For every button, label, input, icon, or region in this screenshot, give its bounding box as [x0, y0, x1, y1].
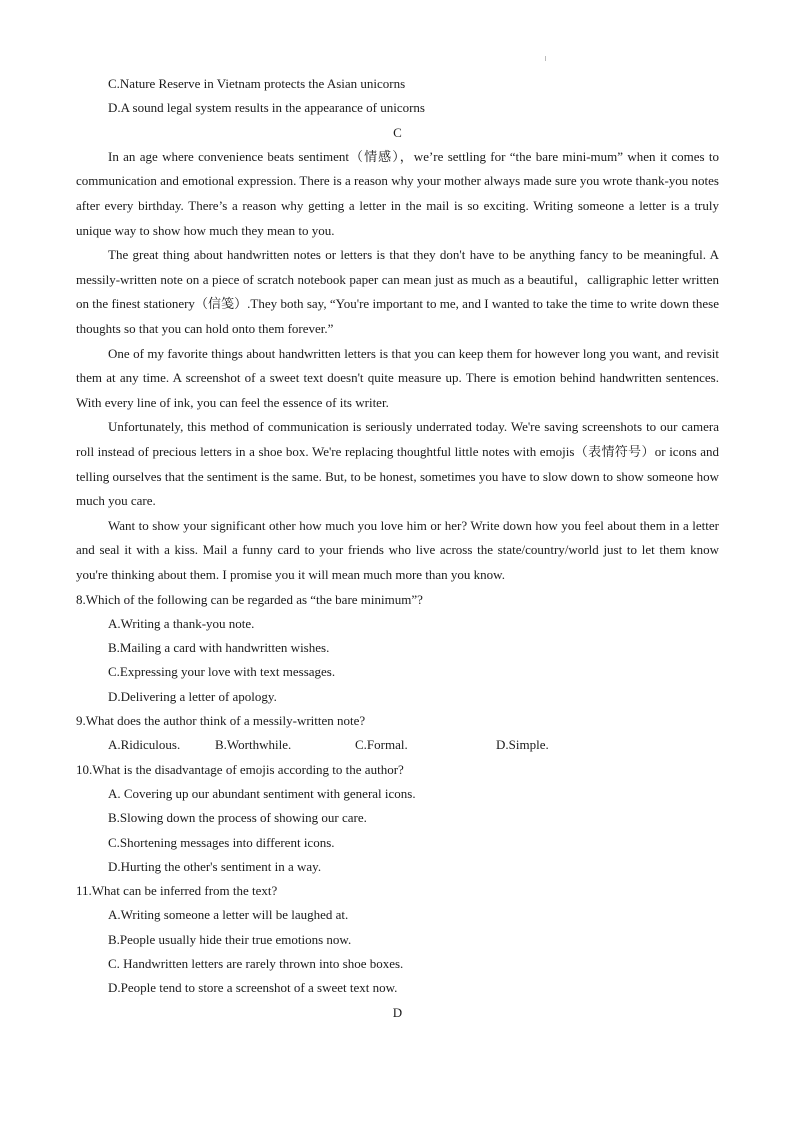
question-11-stem: 11.What can be inferred from the text?	[76, 883, 278, 899]
question-10-option-c: C.Shortening messages into different icons.	[108, 834, 335, 850]
question-9-option-a: A.Ridiculous.	[108, 737, 181, 753]
exam-page	[76, 72, 719, 1025]
question-9-option-c: C.Formal.	[355, 737, 408, 753]
question-11-option-d: D.People tend to store a screenshot of a sweet text now.	[108, 980, 398, 996]
question-8-option-b: B.Mailing a card with handwritten wishes.	[108, 640, 330, 656]
question-9-option-b: B.Worthwhile.	[215, 737, 292, 753]
question-8-option-d: D.Delivering a letter of apology.	[108, 688, 277, 704]
question-11-option-b: B.People usually hide their true emotions now.	[108, 931, 352, 947]
passage-paragraph-5: Want to show your significant other how much you love him or her? Write down how you feel about them in a letter and seal it with a kiss. Mail a funny card to your friends who live across the state/country/world just to let them know you're thinking about them. I promise you it will mean much more than you know.	[76, 517, 719, 582]
question-11-option-a: A.Writing someone a letter will be laughed at.	[108, 907, 349, 923]
question-10-option-d: D.Hurting the other's sentiment in a way.	[108, 858, 322, 874]
question-10-option-a: A. Covering up our abundant sentiment with general icons.	[108, 785, 416, 801]
question-9-options	[76, 733, 719, 757]
passage-paragraph-2: The great thing about handwritten notes or letters is that they don't have to be anything fancy to be meaningful. A messily-written note on a piece of scratch notebook paper can mean just as much as a beautiful，calligraphic letter written on the finest stationery（信笺）.They both say, “You're important to me, and I wanted to take the time to write down these thoughts so that you can hold onto them forever.”	[76, 247, 719, 337]
section-heading-c: C	[393, 124, 402, 140]
scan-mark	[545, 56, 546, 61]
question-9-option-d: D.Simple.	[496, 737, 549, 753]
question-10-option-b: B.Slowing down the process of showing our care.	[108, 810, 367, 826]
prev-option-d: D.A sound legal system results in the appearance of unicorns	[108, 100, 425, 116]
question-11-option-c: C. Handwritten letters are rarely thrown into shoe boxes.	[108, 956, 404, 972]
question-8-option-a: A.Writing a thank-you note.	[108, 615, 255, 631]
passage-paragraph-4: Unfortunately, this method of communication is seriously underrated today. We're saving screenshots to our camera roll instead of precious letters in a shoe box. We're replacing thoughtful little notes with emojis（表情符号）or icons and telling ourselves that the sentiment is the same. But, to be honest, sometimes you have to slow down to show someone how much you care.	[76, 419, 719, 509]
passage-paragraph-3: One of my favorite things about handwritten letters is that you can keep them for however long you want, and revisit them at any time. A screenshot of a sweet text doesn't quite measure up. There is emotion behind handwritten sentences. With every line of ink, you can feel the essence of its writer.	[76, 345, 719, 410]
question-8-stem: 8.Which of the following can be regarded as “the bare minimum”?	[76, 591, 423, 607]
section-heading-d: D	[392, 1004, 403, 1020]
question-8-option-c: C.Expressing your love with text messages.	[108, 664, 336, 680]
question-10-stem: 10.What is the disadvantage of emojis according to the author?	[76, 761, 404, 777]
prev-option-c: C.Nature Reserve in Vietnam protects the Asian unicorns	[108, 76, 406, 91]
passage-paragraph-1: In an age where convenience beats sentiment（情感），we’re settling for “the bare mini-mum” when it comes to communication and emotional expression. There is a reason why your mother always made sure you wrote thank-you notes after every birthday. There’s a reason why getting a letter in the mail is so exciting. Writing someone a letter is a truly unique way to show how much they mean to you.	[76, 148, 719, 238]
question-9-stem: 9.What does the author think of a messily-written note?	[76, 713, 366, 729]
